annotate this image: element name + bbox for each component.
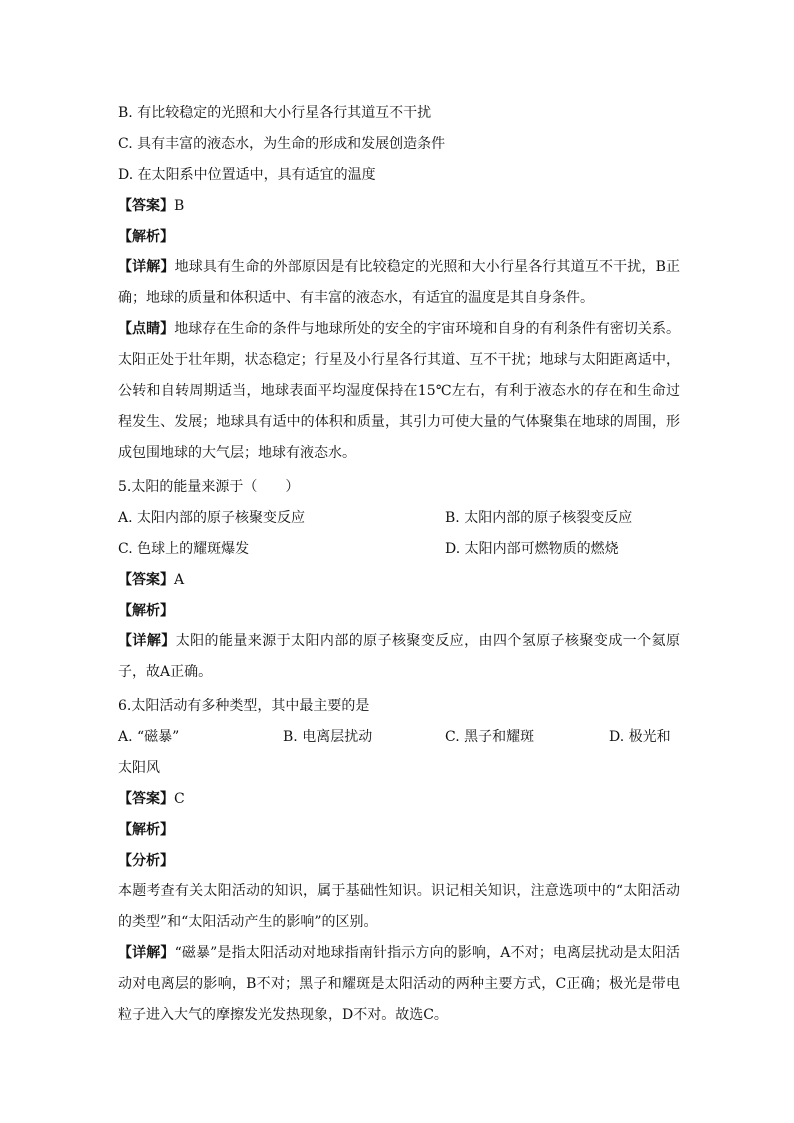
answer-value: B: [174, 198, 185, 214]
q6-answer: 【答案】C: [118, 791, 185, 807]
q4-option-d: D. 在太阳系中位置适中，具有适宜的温度: [118, 167, 376, 183]
q6-stem: 6.太阳活动有多种类型，其中最主要的是: [118, 698, 370, 714]
q6-option-a: A. “磁暴”: [118, 729, 180, 745]
q5-option-c: C. 色球上的耀斑爆发: [118, 541, 250, 557]
q6-fenxi-tag: 【分析】: [118, 853, 174, 869]
q5-answer: 【答案】A: [118, 572, 185, 588]
q6-analysis-tag: 【解析】: [118, 822, 174, 838]
tip-text: 地球存在生命的条件与地球所处的安全的宇宙环境和自身的有利条件有密切关系。太阳正处于壮年期，状态稳定；行星及小行星各行其道、互不干扰；地球与太阳距离适中，公转和自转周期适当，地球表面平均湿度保持在15℃左右，有利于液态水的存在和生命过程发生、发展；地球具有适中的体积和质量，其引力可使大量的气体聚集在地球的周围，形成包围地球的大气层；地球有液态水。: [118, 321, 681, 461]
detail-tag: 【详解】: [118, 259, 175, 275]
q6-option-d-cont: 太阳风: [118, 760, 160, 776]
q5-stem: 5.太阳的能量来源于（ ）: [118, 479, 300, 495]
q4-tip: [118, 314, 680, 469]
q6-detail: 【详解】“磁暴”是指太阳活动对地球指南针指示方向的影响，A不对；电离层扰动是太阳活动对电离层的影响，B不对；黑子和耀斑是太阳活动的两种主要方式，C正确；极光是带电粒子进入大气的摩擦发光发热现象，D不对。故选C。: [118, 945, 680, 1023]
q5-detail: 【详解】太阳的能量来源于太阳内部的原子核聚变反应，由四个氢原子核聚变成一个氦原子，故A正确。: [118, 633, 681, 680]
q5-option-d: D. 太阳内部可燃物质的燃烧: [445, 541, 619, 557]
q5-option-a: A. 太阳内部的原子核聚变反应: [118, 510, 306, 526]
tip-tag: 【点睛】: [118, 321, 175, 337]
q6-fenxi-text: 本题考查有关太阳活动的知识，属于基础性知识。识记相关知识，注意选项中的“太阳活动的类型”和“太阳活动产生的影响”的区别。: [118, 883, 680, 930]
q6-option-c: C. 黑子和耀斑: [445, 729, 535, 745]
q4-analysis-tag: 【解析】: [118, 229, 174, 245]
q4-option-c: C. 具有丰富的液态水，为生命的形成和发展创造条件: [118, 136, 446, 152]
q5-option-b: B. 太阳内部的原子核裂变反应: [445, 510, 633, 526]
q4-option-b: B. 有比较稳定的光照和大小行星各行其道互不干扰: [118, 105, 432, 121]
q4-answer: [118, 196, 678, 216]
answer-tag: 【答案】: [118, 198, 174, 214]
q6-option-b: B. 电离层扰动: [283, 729, 373, 745]
q5-analysis-tag: 【解析】: [118, 603, 174, 619]
q4-detail: [118, 252, 680, 314]
q6-option-d: D. 极光和: [609, 729, 671, 745]
detail-text: 地球具有生命的外部原因是有比较稳定的光照和大小行星各行其道互不干扰，B正确；地球的质量和体积适中、有丰富的液态水，有适宜的温度是其自身条件。: [118, 259, 680, 306]
